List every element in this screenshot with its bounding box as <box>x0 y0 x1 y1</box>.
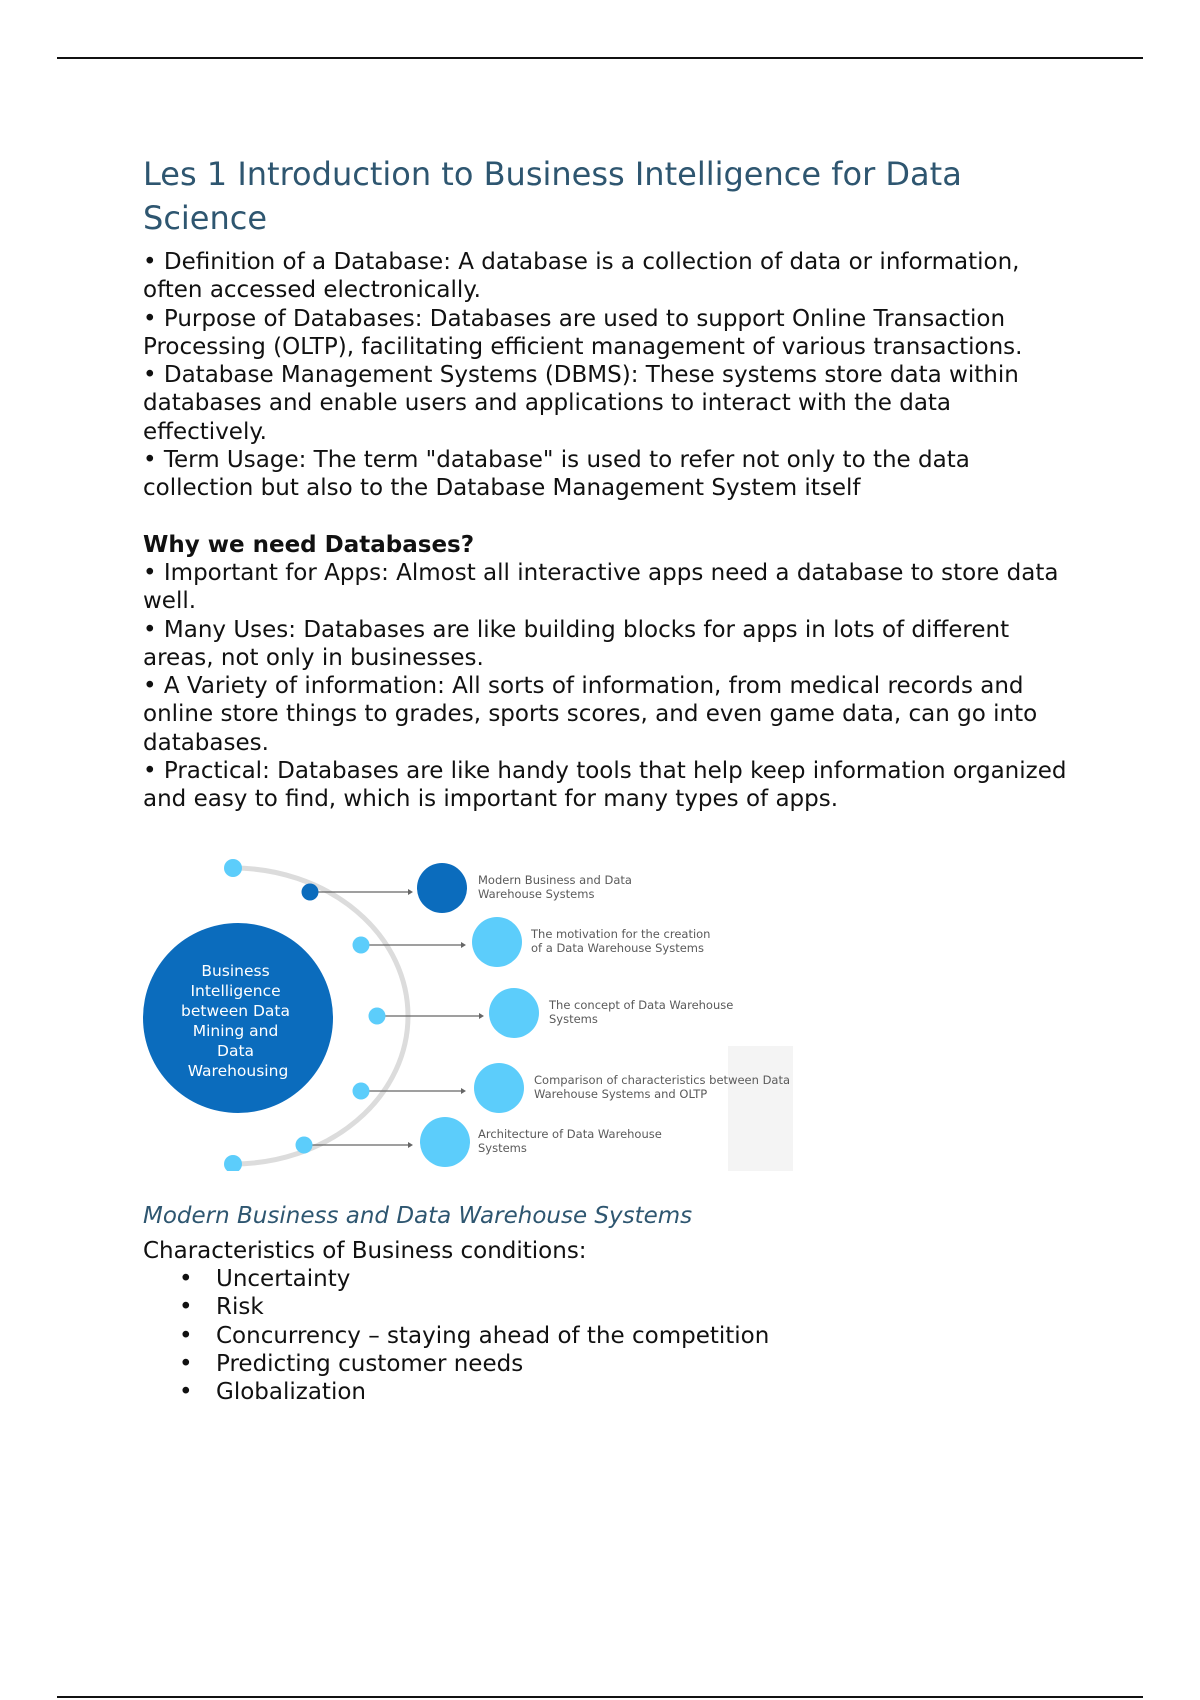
center-line-2: Intelligence <box>190 981 281 1000</box>
item-2-circle <box>472 917 522 967</box>
intro-item-purpose: • Purpose of Databases: Databases are used to support Online Transaction Processing (OLTP), facilitating efficient management of various transactions. <box>143 305 1023 360</box>
intro-item-dbms: • Database Management Systems (DBMS): These systems store data within databases and enable users and applications to interact with the data effectively. <box>143 362 1019 445</box>
why-item-practical: • Practical: Databases are like handy tools that help keep information organized and easy to find, which is important for many types of apps. <box>143 758 1067 813</box>
item-1-arrowhead <box>408 889 413 895</box>
center-line-3: between Data <box>181 1001 291 1020</box>
center-line-1: Business <box>201 961 270 980</box>
faded-decoration <box>728 1046 793 1171</box>
why-item-apps: • Important for Apps: Almost all interactive apps need a database to store data well. <box>143 559 1059 615</box>
why-databases-heading: Why we need Databases? <box>143 531 475 558</box>
item-1-circle <box>417 863 467 913</box>
bullet-icon: • <box>179 1265 193 1292</box>
bi-overview-diagram <box>143 856 793 1171</box>
item-4-circle <box>474 1063 524 1113</box>
bullet-icon: • <box>179 1350 193 1377</box>
item-3-arrowhead <box>479 1013 484 1019</box>
item-4-arrowhead <box>461 1088 466 1094</box>
bi-diagram-svg <box>143 856 793 1171</box>
center-line-5: Data <box>217 1041 255 1060</box>
diagram-item-4 <box>353 1063 794 1113</box>
bullet-icon: • <box>179 1379 193 1406</box>
item-2-label: The motivation for the creation of a Data Warehouse Systems <box>531 926 711 955</box>
why-item-uses: • Many Uses: Databases are like building blocks for apps in lots of different areas, not only in businesses. <box>143 616 1010 671</box>
top-rule <box>57 57 1143 59</box>
intro-paragraph <box>143 248 1073 503</box>
list-item: • Concurrency – staying ahead of the competition <box>179 1322 770 1349</box>
center-line-4: Mining and <box>192 1021 279 1040</box>
why-item-variety: • A Variety of information: All sorts of information, from medical records and online store things to grades, sports scores, and even game data, can go into databases. <box>143 673 1038 756</box>
item-5-arc-dot <box>296 1136 313 1153</box>
page-content <box>143 152 1073 1406</box>
section-subheading: Modern Business and Data Warehouse Systems <box>143 1202 693 1229</box>
diagram-item-2 <box>353 917 715 967</box>
item-3-label: The concept of Data Warehouse Systems <box>549 997 734 1026</box>
item-2-arrowhead <box>461 942 466 948</box>
page-title: Les 1 Introduction to Business Intelligence for Data Science <box>143 155 962 237</box>
item-1-arc-dot <box>302 883 319 900</box>
center-line-6: Warehousing <box>187 1061 289 1080</box>
item-5-arrowhead <box>408 1142 413 1148</box>
arc-end-dot-top <box>224 859 242 877</box>
item-5-circle <box>420 1117 470 1167</box>
item-3-arc-dot <box>369 1007 386 1024</box>
item-4-arc-dot <box>353 1082 370 1099</box>
intro-item-term-usage: • Term Usage: The term "database" is used to refer not only to the data collection but also to the Database Management System itself <box>143 447 970 502</box>
arc-end-dot-bottom <box>224 1155 242 1171</box>
list-item: • Globalization <box>179 1379 366 1406</box>
intro-item-definition: • Definition of a Database: A database is a collection of data or information, often accessed electronically. <box>143 249 1020 304</box>
item-2-arc-dot <box>353 936 370 953</box>
list-item: • Predicting customer needs <box>179 1350 524 1377</box>
item-5-label: Architecture of Data Warehouse Systems <box>478 1126 662 1155</box>
bullet-icon: • <box>179 1294 193 1321</box>
conditions-label: Characteristics of Business conditions: <box>143 1237 587 1264</box>
bullet-icon: • <box>179 1322 193 1349</box>
item-3-circle <box>489 988 539 1038</box>
list-item: • Uncertainty <box>179 1265 351 1292</box>
item-1-label: Modern Business and Data Warehouse Systems <box>478 872 632 901</box>
why-databases-paragraph <box>143 559 1073 814</box>
list-item: • Risk <box>179 1294 264 1321</box>
bottom-rule <box>57 1696 1143 1698</box>
item-4-label: Comparison of characteristics between Data Warehouse Systems and OLTP <box>534 1072 791 1101</box>
conditions-list <box>143 1265 1073 1406</box>
diagram-item-3 <box>369 988 737 1038</box>
